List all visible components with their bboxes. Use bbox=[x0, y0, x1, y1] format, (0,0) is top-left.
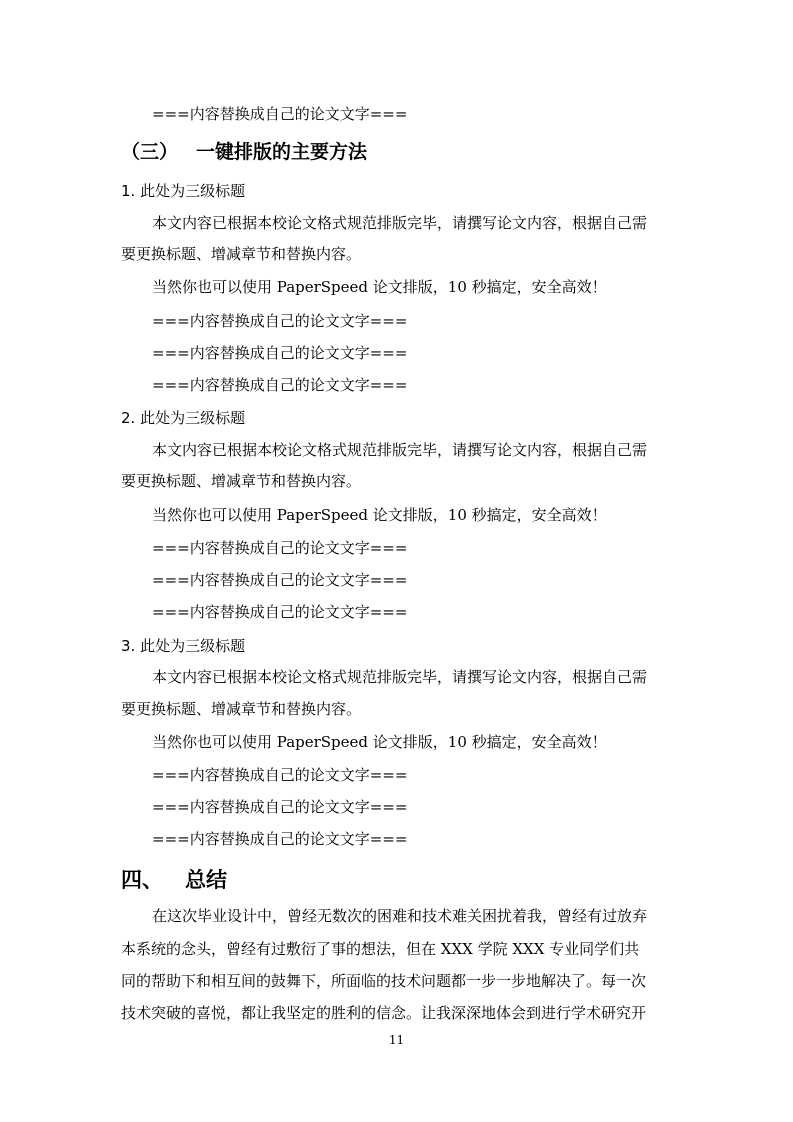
paragraph-line: 当然你也可以使用 PaperSpeed 论文排版，10 秒搞定，安全高效！ bbox=[152, 506, 607, 524]
subsection-heading: 3. 此处为三级标题 bbox=[121, 637, 246, 655]
filler-line: ===内容替换成自己的论文文字=== bbox=[152, 344, 408, 362]
section-title: 一键排版的主要方法 bbox=[196, 141, 368, 163]
filler-line: ===内容替换成自己的论文文字=== bbox=[152, 312, 408, 330]
chapter-title: 总结 bbox=[185, 868, 227, 892]
paragraph-line: 技术突破的喜悦，都让我坚定的胜利的信念。让我深深地体会到进行学术研究开 bbox=[121, 1004, 647, 1022]
subsection-heading: 1. 此处为三级标题 bbox=[121, 182, 246, 200]
filler-line: ===内容替换成自己的论文文字=== bbox=[152, 571, 408, 589]
filler-line: ===内容替换成自己的论文文字=== bbox=[152, 105, 408, 123]
paragraph-line: 要更换标题、增减章节和替换内容。 bbox=[121, 472, 362, 490]
page-number: 11 bbox=[388, 1033, 405, 1047]
paragraph-line: 要更换标题、增减章节和替换内容。 bbox=[121, 700, 362, 718]
filler-line: ===内容替换成自己的论文文字=== bbox=[152, 539, 408, 557]
section-number: （三） bbox=[121, 141, 179, 163]
filler-line: ===内容替换成自己的论文文字=== bbox=[152, 830, 408, 848]
paragraph-line: 当然你也可以使用 PaperSpeed 论文排版，10 秒搞定，安全高效！ bbox=[152, 733, 607, 751]
paragraph-line: 本文内容已根据本校论文格式规范排版完毕，请撰写论文内容，根据自己需 bbox=[152, 441, 648, 459]
chapter-number: 四、 bbox=[121, 868, 163, 892]
chapter-heading-4 bbox=[121, 867, 227, 893]
filler-line: ===内容替换成自己的论文文字=== bbox=[152, 376, 408, 394]
filler-line: ===内容替换成自己的论文文字=== bbox=[152, 798, 408, 816]
paragraph-line: 当然你也可以使用 PaperSpeed 论文排版，10 秒搞定，安全高效！ bbox=[152, 278, 607, 296]
paragraph-line: 要更换标题、增减章节和替换内容。 bbox=[121, 245, 362, 263]
paragraph-line: 本文内容已根据本校论文格式规范排版完毕，请撰写论文内容，根据自己需 bbox=[152, 668, 648, 686]
filler-line: ===内容替换成自己的论文文字=== bbox=[152, 603, 408, 621]
section-heading-3 bbox=[121, 140, 367, 164]
filler-line: ===内容替换成自己的论文文字=== bbox=[152, 766, 408, 784]
paragraph-line: 本文内容已根据本校论文格式规范排版完毕，请撰写论文内容，根据自己需 bbox=[152, 214, 648, 232]
subsection-heading: 2. 此处为三级标题 bbox=[121, 409, 246, 427]
paragraph-line: 同的帮助下和相互间的鼓舞下，所面临的技术问题都一步一步地解决了。每一次 bbox=[121, 972, 647, 990]
paragraph-line: 在这次毕业设计中，曾经无数次的困难和技术难关困扰着我，曾经有过放弃 bbox=[152, 907, 648, 925]
paragraph-line: 本系统的念头，曾经有过敷衍了事的想法，但在 XXX 学院 XXX 专业同学们共 bbox=[121, 940, 640, 958]
